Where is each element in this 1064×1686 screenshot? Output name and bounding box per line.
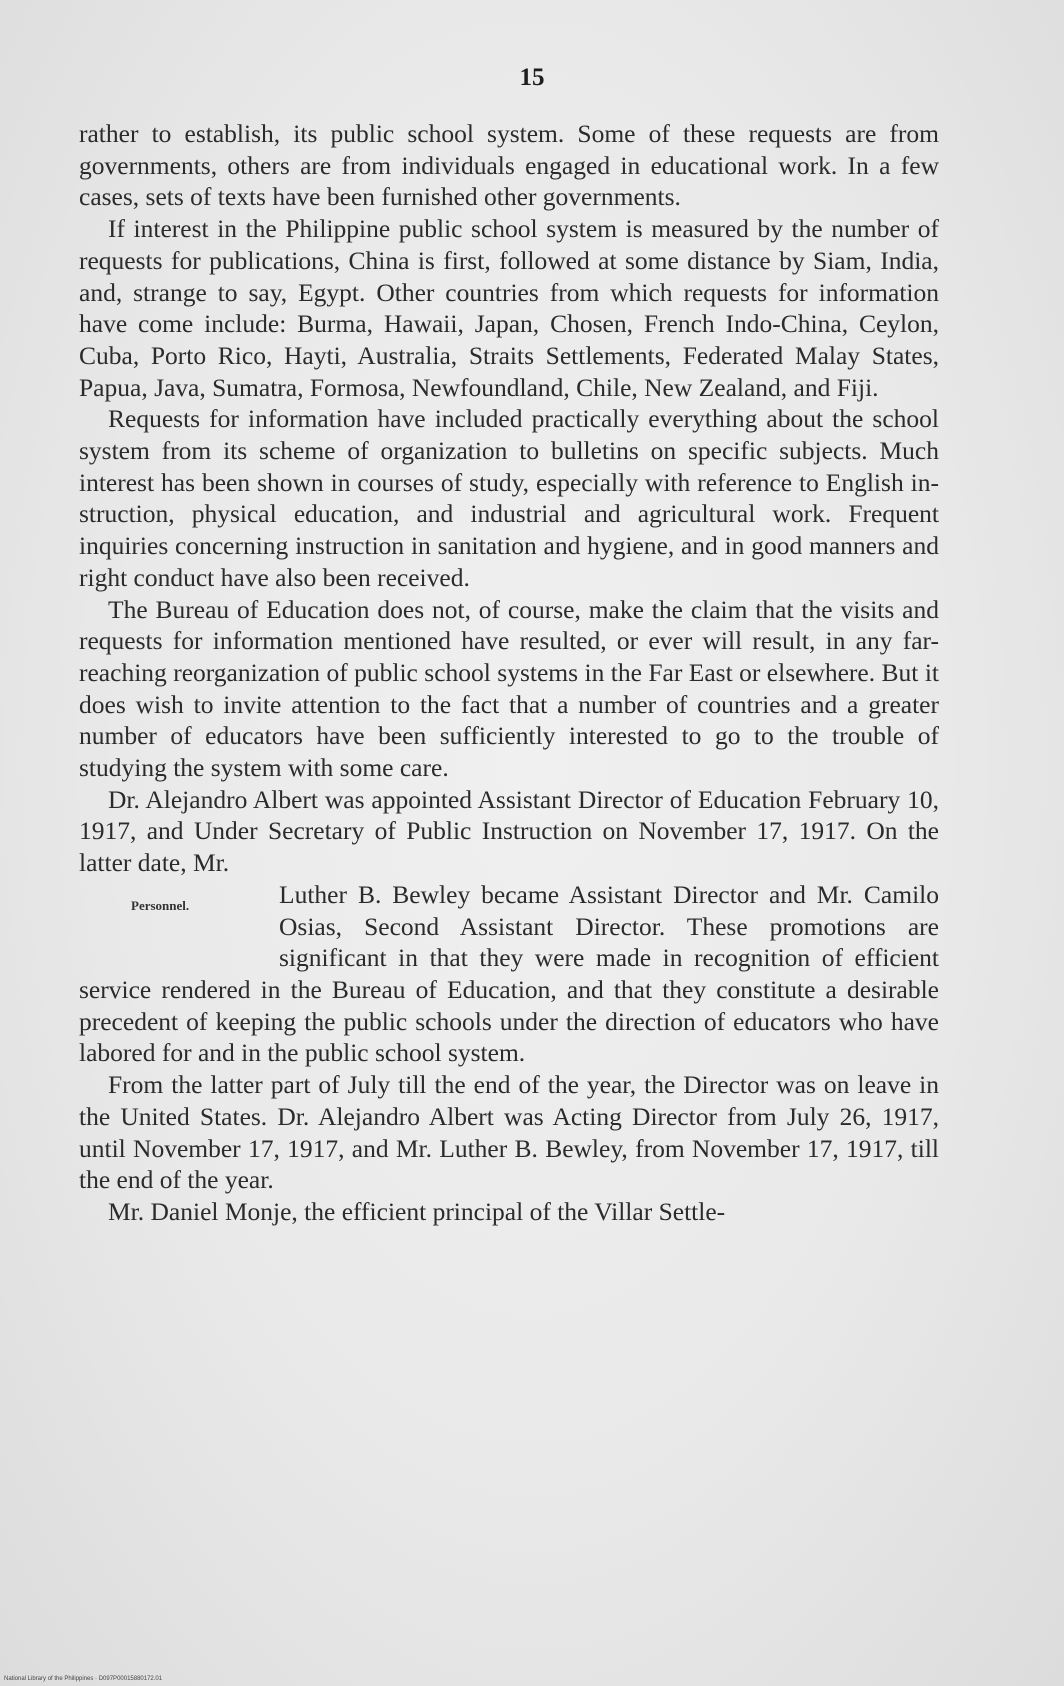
- page-body: [79, 118, 939, 1228]
- page-number: 15: [519, 64, 545, 91]
- paragraph-7: Mr. Daniel Monje, the efficient principal of the Villar Settle-: [108, 1196, 726, 1226]
- paragraph-5-continued-text: Luther B. Bewley became Assistant Director and Mr. Camilo Osias, Second Assistant Director. These promotions are significant in that they were made in recognition of efficient service rendered in the Bureau of Education, and that they constitute a desirable precedent of keeping the public schools under the direction of educators who have labored for and in the public school system.: [79, 879, 939, 1068]
- paragraph-2: If interest in the Philippine public school system is measured by the number of requests for publications, China is first, followed at some distance by Siam, India, and, strange to say, Egypt. Other countries from which requests for information have come include: Burma, Hawaii, Japan, Chosen, French Indo-China, Ceylon, Cuba, Porto Rico, Hayti, Australia, Straits Settlements, Federated Malay States, Papua, Java, Sumatra, Formosa, Newfoundland, Chile, New Zealand, and Fiji.: [79, 214, 939, 402]
- paragraph-1: rather to establish, its public school system. Some of these requests are from governments, others are from individuals engaged in educational work. In a few cases, sets of texts have been furnished other governments.: [79, 119, 939, 212]
- library-footer: National Library of the Philippines · D097P00015880172.01: [4, 1676, 163, 1682]
- paragraph-5-continued: [79, 879, 939, 1069]
- paragraph-3: Requests for information have included practically everything about the school system from its scheme of organization to bulletins on specific subjects. Much interest has been shown in courses of study, especially with reference to English instruction, physical education, and industrial and agricultural work. Frequent inquiries concerning instruction in sanitation and hygiene, and in good manners and right conduct have also been received.: [79, 404, 939, 592]
- paragraph-6: From the latter part of July till the end of the year, the Director was on leave in the United States. Dr. Alejandro Albert was Acting Director from July 26, 1917, until November 17, 1917, and Mr. Luther B. Bewley, from November 17, 1917, till the end of the year.: [79, 1070, 939, 1195]
- personnel-margin-note: Personnel.: [131, 897, 190, 913]
- paragraph-4: The Bureau of Education does not, of course, make the claim that the visits and requests for information mentioned have resulted, or ever will result, in any far-reaching reorganization of public school systems in the Far East or elsewhere. But it does wish to invite attention to the fact that a number of countries and a greater number of educators have been sufficiently interested to go to the trouble of studying the system with some care.: [79, 594, 939, 783]
- paragraph-5: Dr. Alejandro Albert was appointed Assistant Director of Education February 10, 1917, and Under Secretary of Public Instruction on November 17, 1917. On the latter date, Mr.: [79, 784, 939, 878]
